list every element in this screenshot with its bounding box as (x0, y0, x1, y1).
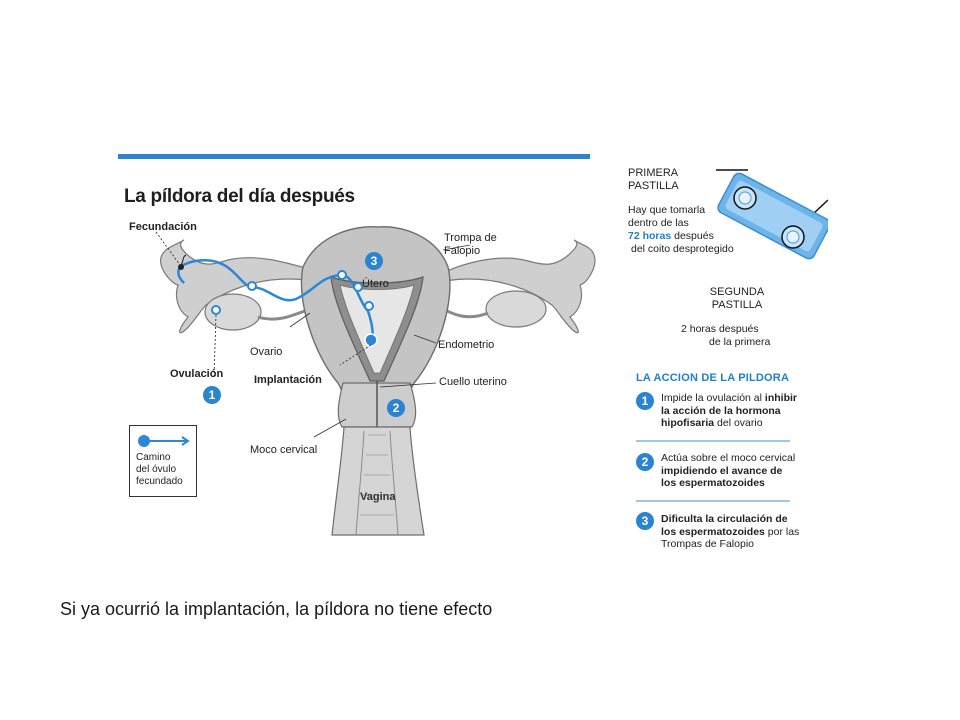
title-rule (118, 154, 590, 159)
pill1-line1: Hay que tomarla (628, 204, 706, 216)
accion-3-c: por las (764, 525, 800, 538)
pill2-line2: de la primera (709, 336, 771, 348)
accion-item-3 (661, 513, 801, 551)
label-ovario: Ovario (250, 346, 283, 358)
label-utero: Útero (362, 278, 389, 290)
ovum-dot (212, 306, 220, 314)
pill2-title: SEGUNDA PASTILLA (709, 286, 765, 311)
pill1-after: después (671, 230, 714, 242)
accion-num-3: 3 (636, 512, 654, 530)
accion-num-1: 1 (636, 392, 654, 410)
label-ovulacion: Ovulación (170, 368, 224, 380)
legend-path-icon (132, 430, 196, 452)
right-ovary (486, 291, 546, 327)
legend-text: Camino del óvulo fecundado (136, 452, 183, 487)
accion-1-a: Impide la ovulación al (661, 392, 765, 404)
accion-2-c: los espermatozoides (661, 477, 765, 489)
pill1-title: PRIMERA PASTILLA (628, 167, 679, 192)
slide-caption: Si ya ocurrió la implantación, la píldora no tiene efecto (60, 599, 493, 619)
accion-1-d: hipofisaria (661, 417, 715, 429)
pill-pack-image (712, 162, 828, 266)
label-vagina: Vagina (360, 491, 396, 503)
accion-item-1 (661, 392, 801, 430)
accion-1-c: la acción de la hormona (661, 404, 781, 417)
accion-divider-1 (636, 440, 790, 442)
accion-2-b: impidiendo el avance de (661, 464, 783, 477)
diagram-title: La píldora del día después (124, 186, 355, 207)
ovum-dot (338, 271, 346, 279)
vagina (332, 427, 424, 535)
pill1-line4: del coito desprotegido (631, 243, 734, 255)
pill2-line1: 2 horas después (681, 323, 759, 335)
pill1-line3 (628, 230, 714, 243)
accion-heading: LA ACCION DE LA PILDORA (636, 372, 790, 384)
label-cuello: Cuello uterino (439, 376, 507, 388)
accion-3-d: Trompas de Falopio (661, 538, 754, 550)
label-implantacion: Implantación (254, 374, 322, 386)
accion-1-e: del ovario (714, 417, 763, 429)
label-moco: Moco cervical (250, 444, 318, 456)
marker-1: 1 (203, 386, 221, 404)
accion-divider-2 (636, 500, 790, 502)
label-trompa: Trompa de Falopio (444, 232, 497, 257)
label-endometrio: Endometrio (438, 339, 495, 351)
pill1-hours: 72 horas (628, 230, 672, 242)
pill1-line2: dentro de las (628, 217, 689, 229)
ovum-dot (248, 282, 256, 290)
ovum-dot (354, 283, 362, 291)
marker-3: 3 (365, 252, 383, 270)
accion-3-a: Dificulta la circulación de (661, 513, 788, 525)
accion-item-2 (661, 452, 801, 490)
implanted-ovum-dot (365, 334, 377, 346)
accion-1-b: inhibir (764, 392, 797, 404)
accion-num-2: 2 (636, 453, 654, 471)
marker-2: 2 (387, 399, 405, 417)
ovum-dot (365, 302, 373, 310)
accion-3-b: los espermatozoides (661, 525, 765, 538)
label-fecundacion: Fecundación (129, 221, 197, 233)
accion-2-a: Actúa sobre el moco cervical (661, 452, 796, 464)
